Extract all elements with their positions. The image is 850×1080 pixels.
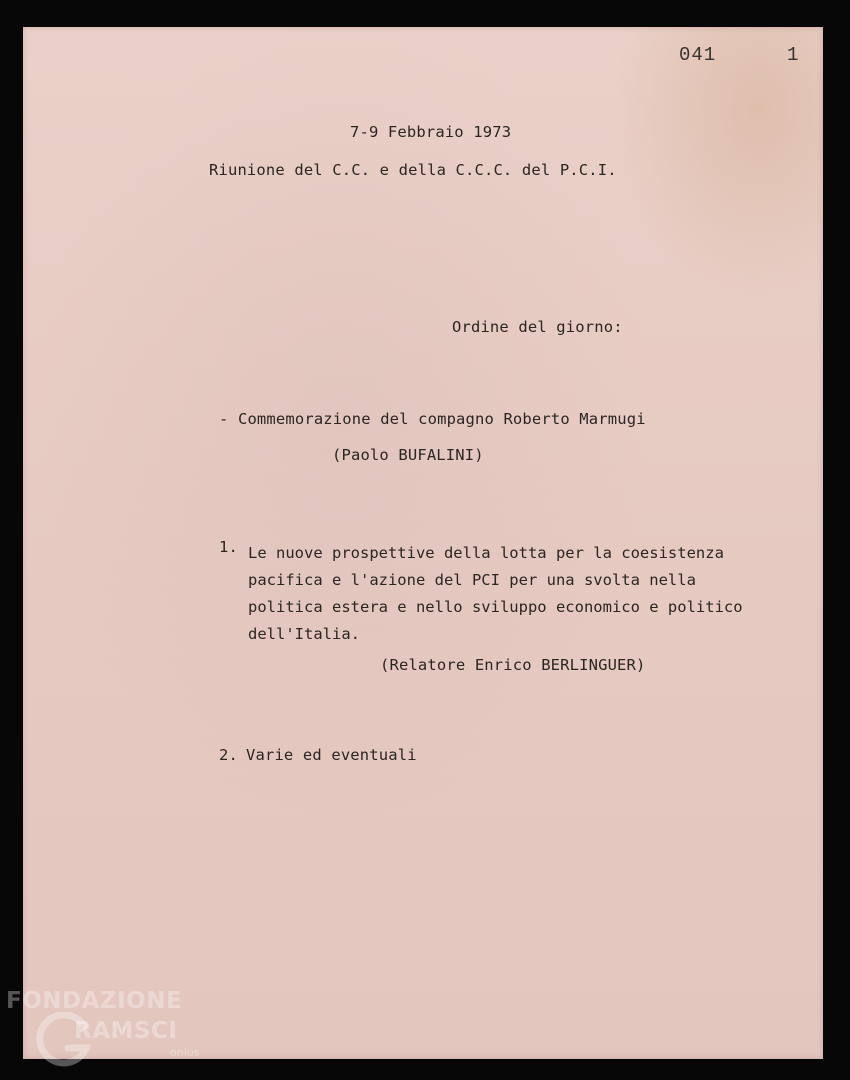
page-number-stamp: 1 <box>787 44 800 66</box>
watermark-line-1: FONDAZIONE <box>6 988 183 1014</box>
agenda-title: Ordine del giorno: <box>452 318 623 336</box>
commemoration-item: - Commemorazione del compagno Roberto Marmugi <box>219 410 646 428</box>
agenda-item-2-number: 2. <box>219 746 238 764</box>
agenda-item-1-number: 1. <box>219 538 238 556</box>
fondazione-gramsci-watermark <box>6 988 216 1078</box>
folio-number-stamp: 041 <box>679 44 717 66</box>
document-date: 7-9 Febbraio 1973 <box>350 123 512 141</box>
agenda-item-1-line: politica estera e nello sviluppo economico e politico <box>248 598 743 616</box>
agenda-item-1-line: pacifica e l'azione del PCI per una svolta nella <box>248 571 696 589</box>
watermark-line-2: RAMSCI <box>74 1018 178 1044</box>
agenda-item-1-text <box>248 540 808 648</box>
agenda-item-1-speaker: (Relatore Enrico BERLINGUER) <box>380 656 646 674</box>
meeting-title: Riunione del C.C. e della C.C.C. del P.C.I. <box>209 161 617 179</box>
commemoration-speaker: (Paolo BUFALINI) <box>332 446 484 464</box>
agenda-item-1-line: Le nuove prospettive della lotta per la coesistenza <box>248 544 724 562</box>
agenda-item-2-text: Varie ed eventuali <box>246 746 417 764</box>
agenda-item-1-line: dell'Italia. <box>248 625 360 643</box>
watermark-line-3: onlus <box>170 1046 200 1059</box>
